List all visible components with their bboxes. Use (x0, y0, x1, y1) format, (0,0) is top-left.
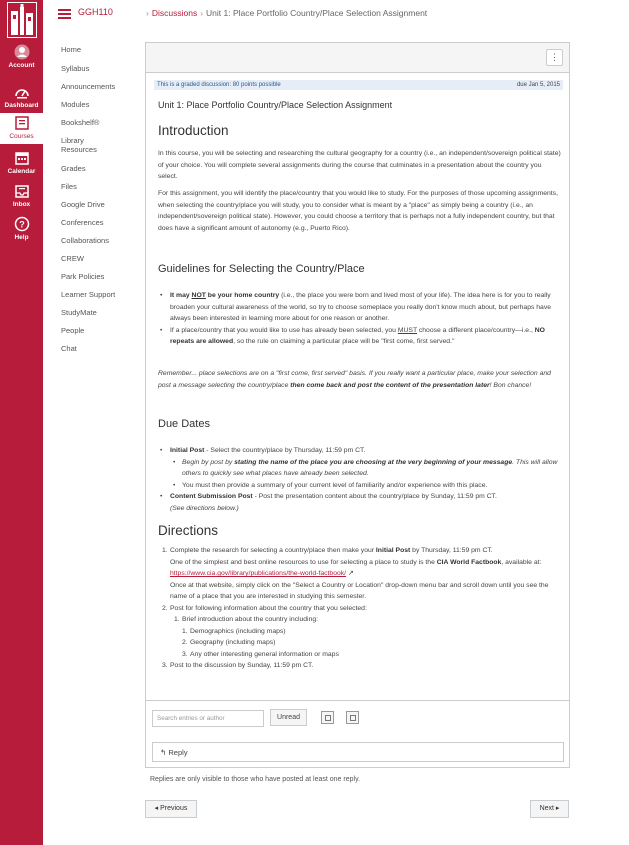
help-icon (14, 216, 30, 232)
discussion-title: Unit 1: Place Portfolio Country/Place Selection Assignment (158, 100, 393, 110)
search-input[interactable]: Search entries or author (152, 710, 264, 727)
directions-list (162, 545, 562, 672)
course-nav-park-policies[interactable]: Park Policies (61, 272, 105, 281)
global-nav-label: Help (14, 234, 29, 241)
list-item: • If a place/country that you would like to use has already been selected, you MUST choose a different place/country—i.e., NO repeats are allowed, so the rule on claiming a particular place will be "first come, first served." (158, 325, 563, 348)
inbox-icon (14, 183, 30, 199)
discussion-filter-bar (146, 701, 569, 731)
breadcrumb (143, 8, 427, 18)
list-item: 1. Complete the research for selecting a country/place then make your Initial Post by Thursday, 11:59 pm CT. One of the simplest and best online resources to use for selecting a place to study is the CIA World Factbook, available at: https://www.cia.gov/library/publications/the-world-factbook/ ↗ Once at that website, simply click on the "Select a Country or Location" drop-down menu bar and scroll down until you see the name of a place that you are interested in studying this semester. (162, 547, 549, 600)
svg-text:?: ? (18, 219, 25, 230)
course-nav-chat[interactable]: Chat (61, 344, 77, 353)
due-date: due Jan 5, 2015 (516, 82, 560, 88)
course-nav-conferences[interactable]: Conferences (61, 218, 104, 227)
global-nav-dashboard[interactable] (0, 84, 43, 112)
due-dates-list (158, 445, 563, 514)
calendar-icon (14, 150, 30, 166)
list-item: 3. Any other interesting general information or maps (182, 650, 339, 658)
expand-all-icon[interactable] (346, 711, 359, 724)
reply-visibility-note: Replies are only visible to those who have posted at least one reply. (150, 776, 360, 783)
course-nav-people[interactable]: People (61, 326, 85, 335)
discussion-topic (146, 73, 569, 701)
global-nav-help[interactable] (0, 216, 43, 244)
course-nav-learner-support[interactable]: Learner Support (61, 290, 116, 299)
list-item: • Initial Post - Select the country/place by Thursday, 11:59 pm CT. (158, 445, 563, 457)
global-nav-calendar[interactable] (0, 150, 43, 178)
course-nav-files[interactable]: Files (61, 182, 77, 191)
global-nav-label: Inbox (12, 201, 31, 208)
unread-button[interactable]: Unread (270, 709, 307, 726)
reply-label: Reply (168, 748, 188, 757)
heading-due-dates: Due Dates (158, 418, 210, 430)
list-item: • You must then provide a summary of your current level of familiarity and/or experience with this place. (158, 480, 563, 492)
guidelines-list (158, 290, 563, 348)
collapse-all-icon[interactable] (321, 711, 334, 724)
school-logo[interactable] (7, 2, 37, 38)
external-link-icon: ↗ (347, 570, 354, 577)
list-item: 2. Post for following information about the country that you selected: (162, 604, 367, 612)
global-nav-label: Dashboard (4, 102, 39, 109)
heading-guidelines: Guidelines for Selecting the Country/Place (158, 263, 365, 275)
global-nav-account[interactable] (0, 44, 43, 74)
list-item: • Begin by post by stating the name of the place you are choosing at the very beginning of your message. This will allow others to quickly see what places have already been selected. (158, 457, 563, 480)
global-nav-label: Calendar (7, 168, 36, 175)
chevron-right-icon: › (146, 8, 149, 18)
course-nav-crew[interactable]: CREW (61, 254, 84, 263)
breadcrumb-discussions[interactable]: Discussions (151, 8, 198, 18)
course-nav-google-drive[interactable]: Google Drive (61, 200, 105, 209)
course-nav-collaborations[interactable]: Collaborations (61, 236, 109, 245)
course-nav-bookshelf[interactable]: Bookshelf® (61, 118, 100, 127)
heading-introduction: Introduction (158, 123, 229, 138)
more-options-icon[interactable]: ⋮ (546, 49, 563, 66)
course-code[interactable]: GGH110 (78, 7, 113, 17)
global-nav-courses[interactable] (0, 113, 43, 144)
list-item: • It may NOT be your home country (i.e., the place you were born and lived most of your life). The idea here is for you to really broaden your cultural awareness of the world, so try to choose someplace you really don't know much about, but perhaps have always been interested in learning more about for one reason or another. (158, 290, 563, 325)
hamburger-menu-icon[interactable] (58, 9, 71, 19)
avatar-icon (14, 44, 30, 60)
graded-banner (154, 80, 563, 90)
chevron-right-icon: › (200, 8, 204, 18)
global-nav-inbox[interactable] (0, 183, 43, 211)
global-nav (0, 0, 43, 845)
next-button[interactable]: Next ▸ (530, 800, 569, 818)
intro-paragraph-1: In this course, you will be selecting and researching the cultural geography for a country (i.e., an independent/sovereign political state) of your choice. You will complete several assignments during the course that culminates in a presentation about the country you select. (158, 150, 561, 180)
points-label: This is a graded discussion: 80 points possible (157, 82, 281, 88)
discussion-panel (145, 42, 570, 768)
list-item: 2. Geography (including maps) (182, 639, 276, 646)
previous-button[interactable]: ◂ Previous (145, 800, 197, 818)
reply-button[interactable] (152, 742, 564, 762)
global-nav-label: Courses (9, 133, 34, 140)
list-item: 1. Demographics (including maps) (182, 627, 286, 635)
course-nav-syllabus[interactable]: Syllabus (61, 64, 90, 73)
heading-directions: Directions (158, 523, 219, 538)
course-nav-grades[interactable]: Grades (61, 164, 86, 173)
list-item: 3. Post to the discussion by Sunday, 11:59 pm CT. (162, 662, 314, 669)
course-nav-resources[interactable]: Resources (61, 145, 97, 154)
course-nav-library[interactable]: Library (61, 136, 84, 145)
list-item: 1. Brief introduction about the country including: (174, 616, 319, 623)
list-item: • Content Submission Post - Post the presentation content about the country/place by Sunday, 11:59 pm CT. (See directions below.) (158, 491, 563, 514)
breadcrumb-current: Unit 1: Place Portfolio Country/Place Selection Assignment (206, 8, 428, 18)
courses-icon (14, 115, 30, 131)
cia-factbook-link[interactable]: https://www.cia.gov/library/publications/the-world-factbook/ (170, 570, 347, 577)
dashboard-icon (14, 84, 30, 100)
discussion-toolbar (146, 43, 569, 73)
course-nav-modules[interactable]: Modules (61, 100, 90, 109)
course-nav-home[interactable]: Home (61, 45, 82, 54)
course-nav-studymate[interactable]: StudyMate (61, 308, 97, 317)
intro-paragraph-2: For this assignment, you will identify the place/country that you would like to study. For the purposes of those upcoming assignments, when selecting the country/place you will study, you to consider what is meant by a "place" as simply being a country (i.e., an independent/sovereign political state). However, you could choose a territory that is perhaps not a fully independent country, but that does have a significant amount of autonomy (e.g., Puerto Rico). (158, 190, 558, 232)
reply-arrow-icon: ↰ (160, 748, 167, 757)
global-nav-label: Account (8, 62, 35, 69)
remember-note: Remember... place selections are on a "first come, first served" basis. If you really want a particular place, make your selection and post a message selecting the country/place then come back and post the content of the presentation later! Bon chance! (158, 370, 551, 389)
course-nav-announcements[interactable]: Announcements (61, 82, 116, 91)
